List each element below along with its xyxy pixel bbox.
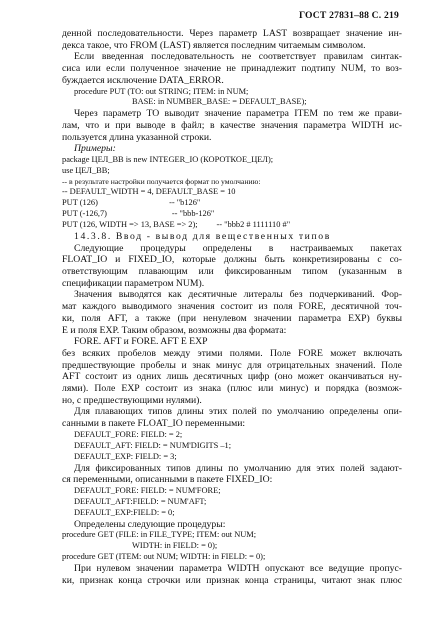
text-line: FLOAT_IO и FIXED_IO, которые должны быть конкретизированы с со- [62, 254, 402, 266]
text-line: лам, что и при выводе в файл; в качестве значения параметра WIDTH ис- [62, 120, 402, 132]
text-line: ки, поля AFT, а также (при ненулевом значении параметра EXP) буквы [62, 312, 402, 324]
text-line: Значения выводятся как десятичные литералы без подчеркиваний. Фор- [74, 289, 402, 301]
code-line: DEFAULT_FORE: FIELD: = NUM'FORE; [74, 485, 221, 495]
text-line: мат каждого выводимого значения состоит из поля FORE, десятичной точ- [62, 301, 402, 313]
text-line: FORE. AFT и FORE. AFT E EXP [74, 336, 208, 348]
text-line: Для фиксированных типов длины по умолчанию для этих полей задают- [74, 462, 402, 474]
code-line: use ЦЕЛ_ВВ; [62, 166, 110, 176]
text-line: санными в пакете FLOAT_IO переменными: [62, 418, 246, 430]
text-line: денной последовательности. Через параметр LAST возвращает значение ин- [62, 28, 402, 39]
text-line: ки, признак конца строчки или признак конца страницы, читают знак плюс [62, 574, 402, 586]
text-line: предшествующие пробелы и знак минус для отрицательных значений. Поле [62, 359, 402, 371]
code-line: package ЦЕЛ_ВВ is new INTEGER_IO (КОРОТКОЕ_ЦЕЛ); [62, 155, 274, 165]
code-line: procedure PUT (TO: out STRING; ITEM: in NUM; [74, 86, 249, 96]
code-line: WIDTH: in FIELD: = 0); [132, 541, 218, 551]
text-line: Если введенная последовательность не соответствует правилам синтак- [74, 51, 402, 63]
text-line: пользуется длина указанной строки. [62, 131, 212, 143]
text-line: спецификации параметром NUM). [62, 277, 205, 289]
text-line: Для плавающих типов длины этих полей по умолчанию определены опи- [74, 406, 402, 418]
code-line: -- DEFAULT_WIDTH = 4, DEFAULT_BASE = 10 [62, 187, 236, 197]
text-line: но, с предшествующими нулями). [62, 394, 202, 406]
text-line: сиса или если полученное значение не принадлежит подтипу NUM, то воз- [62, 63, 402, 75]
text-line: декса такое, что FROM (LAST) является последним читаемым символом. [62, 39, 366, 51]
examples-heading: Примеры: [74, 143, 116, 155]
text-line: буждается исключение DATA_ERROR. [62, 74, 224, 86]
text-line: Е и поля EXP. Таким образом, возможны два формата: [62, 324, 287, 336]
code-line: DEFAULT_EXP:FIELD: = 0; [74, 507, 175, 517]
code-line: PUT (126, WIDTH => 13, BASE => 2); -- "bbb2 # 1111110 #" [62, 219, 291, 229]
code-line: DEFAULT_EXP: FIELD: = 3; [74, 451, 177, 461]
text-line: AFT состоит из одних лишь десятичных цифр (оно может оканчиваться ну- [62, 371, 402, 383]
text-line: Следующие процедуры определены в настраиваемых пакетах [74, 242, 402, 254]
code-line: DEFAULT_AFT: FIELD: = NUM'DIGITS –1; [74, 440, 232, 450]
code-line: -- в результате настройки получается формат по умолчанию: [62, 176, 261, 186]
text-line: без всяких пробелов между этими полями. Поле FORE может включать [62, 347, 402, 359]
document-body [62, 28, 402, 587]
code-line: procedure GET (FILE: in FILE_TYPE; ITEM: out NUM; [62, 530, 257, 540]
text-line: 14.3.8. Ввод - вывод для вещественных типов [74, 230, 331, 242]
text-line: Через параметр TO выводит значение параметра ITEM по тем же прави- [74, 108, 402, 120]
page-header: ГОСТ 27831–88 С. 219 [298, 10, 399, 21]
code-line: PUT (-126,7) -- "bbb-126" [62, 209, 215, 219]
text-line: При нулевом значении параметра WIDTH опускают все ведущие пропус- [74, 563, 402, 575]
code-line: procedure GET (ITEM: out NUM; WIDTH: in FIELD: = 0); [62, 552, 266, 562]
text-line: ответствующим плавающим или фиксированным типом (указанным в [62, 265, 402, 277]
text-line: ся переменными, описанными в пакете FIXED_IO: [62, 474, 273, 486]
code-line: PUT (126) -- "b126" [62, 198, 201, 208]
text-line: Определены следующие процедуры: [74, 518, 226, 530]
code-line: DEFAULT_FORE: FIELD: = 2; [74, 429, 183, 439]
code-line: DEFAULT_AFT:FIELD: = NUM'AFT; [74, 496, 207, 506]
text-line: лями). Поле EXP состоит из знака (плюс или минус) и порядка (возмож- [62, 383, 402, 395]
code-line: BASE: in NUMBER_BASE: = DEFAULT_BASE); [132, 97, 307, 107]
